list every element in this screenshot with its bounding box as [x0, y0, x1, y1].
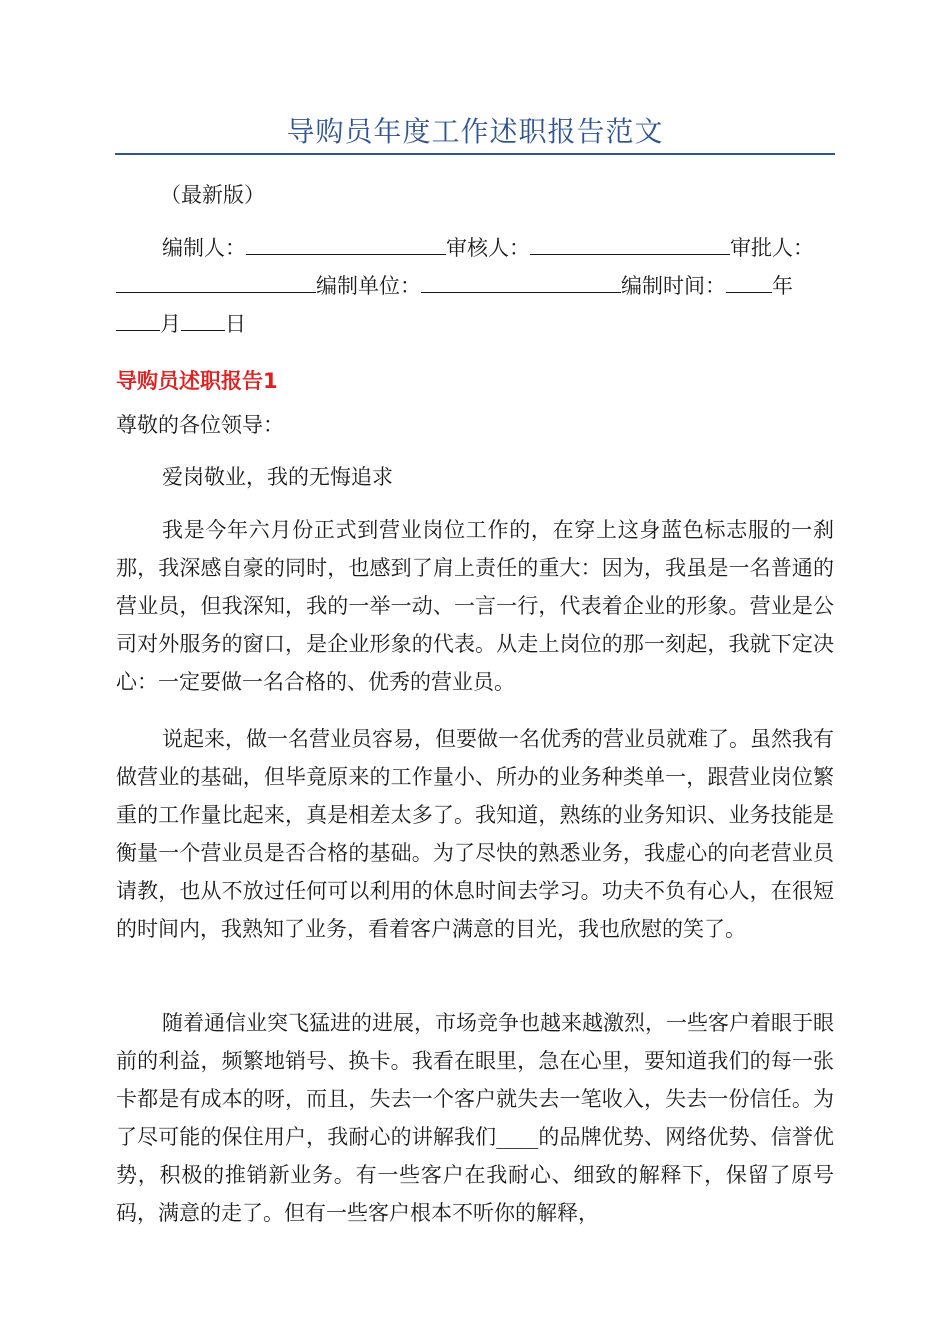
editor-label: 编制人：: [162, 236, 246, 260]
signoff-line-3: [116, 305, 834, 343]
approver-label: 审批人：: [730, 236, 814, 260]
month-label: 月: [160, 312, 181, 336]
section-heading: 导购员述职报告1: [116, 369, 278, 393]
signoff-line-1: [116, 229, 834, 267]
salutation: 尊敬的各位领导：: [116, 413, 284, 437]
day-blank: [181, 308, 225, 331]
time-label: 编制时间：: [621, 274, 726, 298]
year-blank: [726, 270, 772, 293]
reviewer-label: 审核人：: [446, 236, 530, 260]
signoff-fields: [116, 229, 834, 343]
paragraph-4: 随着通信业突飞猛进的进展，市场竞争也越来越激烈，一些客户着眼于眼前的利益，频繁地销号、换卡。我看在眼里，急在心里，要知道我们的每一张卡都是有成本的呀，而且，失去一个客户就失去一笔收入，失去一份信任。为了尽可能的保住用户，我耐心的讲解我们____的品牌优势、网络优势、信誉优势，积极的推销新业务。有一些客户在我耐心、细致的解释下，保留了原号码，满意的走了。但有一些客户根本不听你的解释，: [116, 1011, 834, 1225]
paragraph-3: 说起来，做一名营业员容易，但要做一名优秀的营业员就难了。虽然我有做营业的基础，但毕竟原来的工作量小、所办的业务种类单一，跟营业岗位繁重的工作量比起来，真是相差太多了。我知道，熟练的业务知识、业务技能是衡量一个营业员是否合格的基础。为了尽快的熟悉业务，我虚心的向老营业员请教，也从不放过任何可以利用的休息时间去学习。功夫不负有心人，在很短的时间内，我熟知了业务，看着客户满意的目光，我也欣慰的笑了。: [116, 727, 834, 941]
unit-blank: [421, 270, 621, 293]
document-title: 导购员年度工作述职报告范文: [286, 115, 664, 148]
editor-blank: [246, 232, 446, 255]
paragraph-1: 爱岗敬业，我的无悔追求: [162, 465, 393, 489]
day-label: 日: [225, 312, 246, 336]
year-label: 年: [772, 274, 793, 298]
reviewer-blank: [530, 232, 730, 255]
paragraph-2: 我是今年六月份正式到营业岗位工作的，在穿上这身蓝色标志服的一刹那，我深感自豪的同时，也感到了肩上责任的重大：因为，我虽是一名普通的营业员，但我深知，我的一举一动、一言一行，代表着企业的形象。营业是公司对外服务的窗口，是企业形象的代表。从走上岗位的那一刻起，我就下定决心：一定要做一名合格的、优秀的营业员。: [116, 518, 834, 694]
approver-blank: [116, 270, 316, 293]
edition-note: （最新版）: [160, 183, 265, 207]
signoff-line-2: [116, 267, 834, 305]
unit-label: 编制单位：: [316, 274, 421, 298]
title-underline: [115, 153, 835, 155]
month-blank: [116, 308, 160, 331]
